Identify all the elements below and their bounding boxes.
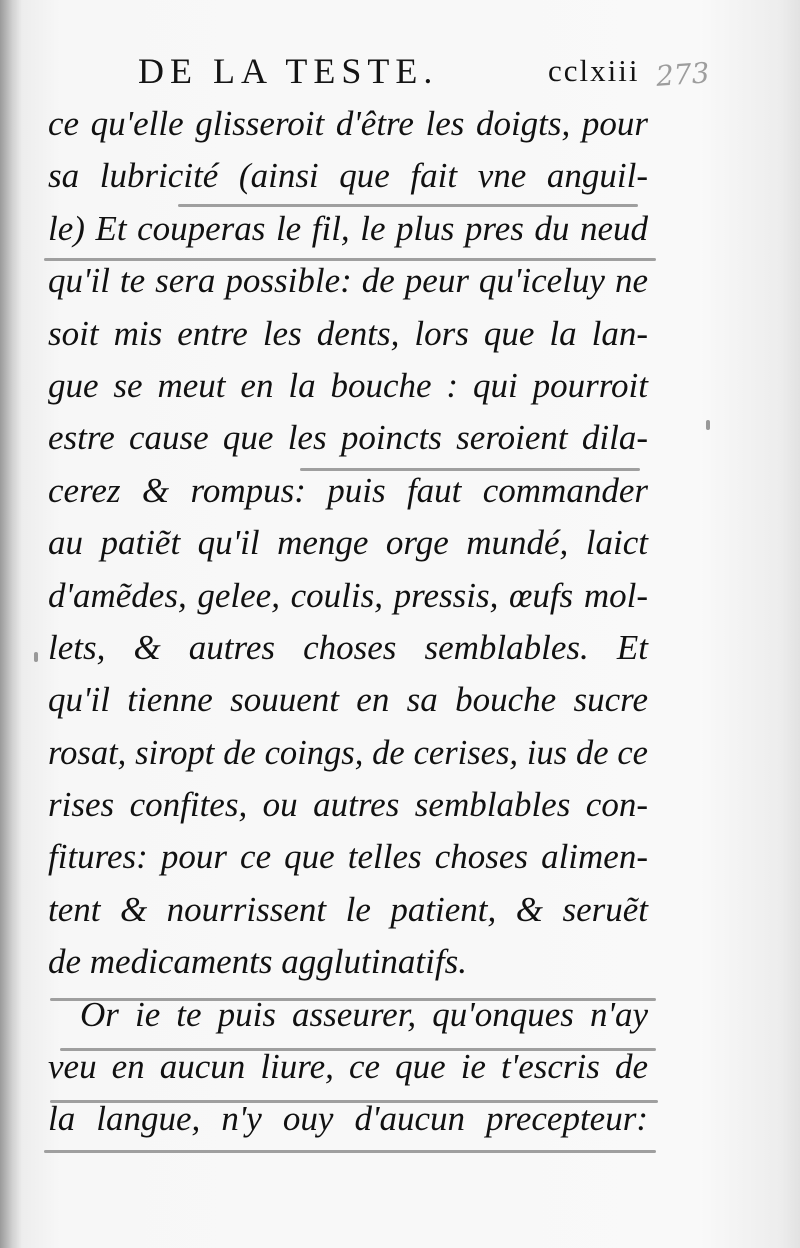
text-line: estre cause que les poincts seroient dila-	[48, 418, 648, 458]
text-line: qu'il tienne souuent en sa bouche sucre	[48, 680, 648, 720]
text-line: rises confites, ou autres semblables con-	[48, 785, 648, 825]
text-line: la langue, n'y ouy d'aucun precepteur:	[48, 1099, 648, 1139]
text-line: soit mis entre les dents, lors que la lan-	[48, 313, 648, 353]
text-line: tent & nourrissent le patient, & seruẽt	[48, 889, 648, 929]
text-line: veu en aucun liure, ce que ie t'escris de	[48, 1047, 648, 1087]
text-line: gue se meut en la bouche : qui pourroit	[48, 365, 648, 405]
text-line: sa lubricité (ainsi que fait vne anguil-	[48, 156, 648, 196]
text-line: qu'il te sera possible: de peur qu'iceluy ne	[48, 261, 648, 301]
text-line: au patiẽt qu'il menge orge mundé, laict	[48, 523, 648, 563]
text-line: cerez & rompus: puis faut commander	[48, 470, 648, 510]
text-line: Or ie te puis asseurer, qu'onques n'ay	[80, 994, 648, 1034]
text-line: d'amẽdes, gelee, coulis, pressis, œufs mol-	[48, 575, 648, 615]
text-line: fitures: pour ce que telles choses alimen-	[48, 837, 648, 877]
reader-underline	[44, 1150, 656, 1153]
page-gutter-shadow	[0, 0, 22, 1248]
handwritten-page-number: 273	[654, 56, 711, 93]
text-line: de medicaments agglutinatifs.	[48, 942, 467, 982]
ink-speck	[706, 420, 710, 430]
folio-number: cclxiii	[548, 53, 640, 88]
body-text	[48, 98, 648, 1146]
text-line: le) Et couperas le fil, le plus pres du neud	[48, 208, 648, 248]
text-line: rosat, siropt de coings, de cerises, ius de ce	[48, 733, 648, 772]
text-line: ce qu'elle glisseroit d'être les doigts, pour	[48, 104, 648, 143]
text-line: lets, & autres choses semblables. Et	[48, 627, 648, 667]
running-head: DE LA TESTE.	[138, 51, 439, 91]
ink-speck	[34, 652, 38, 662]
